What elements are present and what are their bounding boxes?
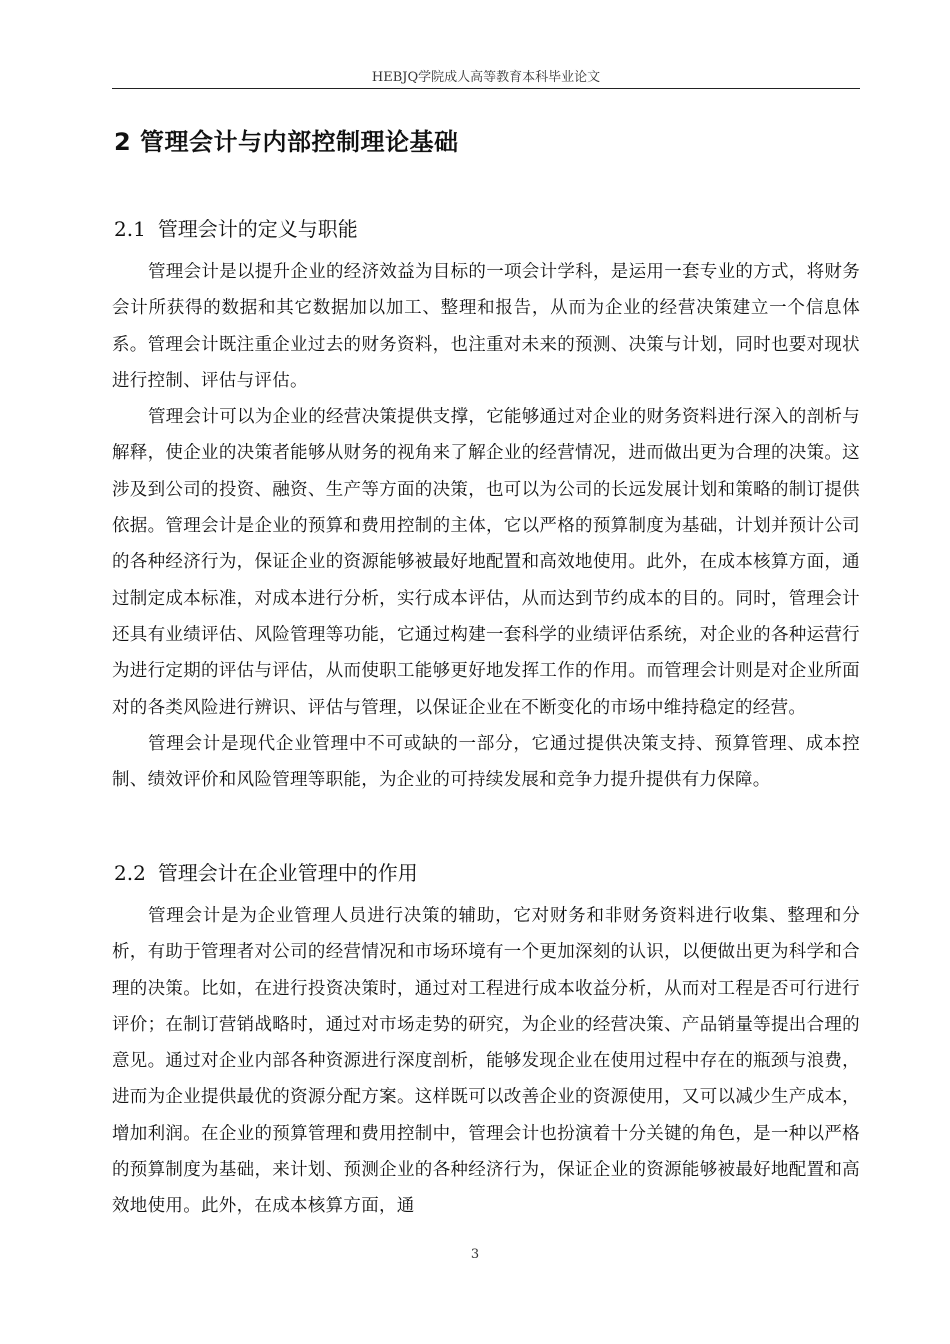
section-2-1-heading [114,213,358,242]
header-rule [112,88,860,89]
section-2-1-body [112,254,860,798]
chapter-title: 2 管理会计与内部控制理论基础 [114,128,459,156]
section-2-1-number: 2.1 [114,217,146,241]
running-header: HEBJQ学院成人高等教育本科毕业论文 [371,70,601,85]
section-2-1-paragraph-1: 管理会计是以提升企业的经济效益为目标的一项会计学科，是运用一套专业的方式，将财务会计所获得的数据和其它数据加以加工、整理和报告，从而为企业的经营决策建立一个信息体系。管理会计既注重企业过去的财务资料，也注重对未来的预测、决策与计划，同时也要对现状进行控制、评估与评估。 [112,262,860,391]
section-2-1-paragraph-3: 管理会计是现代企业管理中不可或缺的一部分，它通过提供决策支持、预算管理、成本控制、绩效评价和风险管理等职能，为企业的可持续发展和竞争力提升提供有力保障。 [112,733,860,791]
section-2-2-title: 管理会计在企业管理中的作用 [157,861,418,885]
section-2-2-number: 2.2 [114,861,146,885]
section-2-2-heading [114,857,418,886]
page-number: 3 [470,1247,480,1262]
section-2-2-body [112,898,860,1225]
section-2-2-paragraph-1: 管理会计是为企业管理人员进行决策的辅助，它对财务和非财务资料进行收集、整理和分析，有助于管理者对公司的经营情况和市场环境有一个更加深刻的认识，以便做出更为科学和合理的决策。比如，在进行投资决策时，通过对工程进行成本收益分析，从而对工程是否可行进行评价；在制订营销战略时，通过对市场走势的研究，为企业的经营决策、产品销量等提出合理的意见。通过对企业内部各种资源进行深度剖析，能够发现企业在使用过程中存在的瓶颈与浪费，进而为企业提供最优的资源分配方案。这样既可以改善企业的资源使用，又可以减少生产成本，增加利润。在企业的预算管理和费用控制中，管理会计也扮演着十分关键的角色，是一种以严格的预算制度为基础，来计划、预测企业的各种经济行为，保证企业的资源能够被最好地配置和高效地使用。此外，在成本核算方面，通 [112,906,860,1217]
section-2-1-title: 管理会计的定义与职能 [157,217,358,241]
section-2-1-paragraph-2: 管理会计可以为企业的经营决策提供支撑，它能够通过对企业的财务资料进行深入的剖析与解释，使企业的决策者能够从财务的视角来了解企业的经营情况，进而做出更为合理的决策。这涉及到公司的投资、融资、生产等方面的决策，也可以为公司的长远发展计划和策略的制订提供依据。管理会计是企业的预算和费用控制的主体，它以严格的预算制度为基础，计划并预计公司的各种经济行为，保证企业的资源能够被最好地配置和高效地使用。此外，在成本核算方面，通过制定成本标准，对成本进行分析，实行成本评估，从而达到节约成本的目的。同时，管理会计还具有业绩评估、风险管理等功能，它通过构建一套科学的业绩评估系统，对企业的各种运营行为进行定期的评估与评估，从而使职工能够更好地发挥工作的作用。而管理会计则是对企业所面对的各类风险进行辨识、评估与管理，以保证企业在不断变化的市场中维持稳定的经营。 [112,407,860,718]
